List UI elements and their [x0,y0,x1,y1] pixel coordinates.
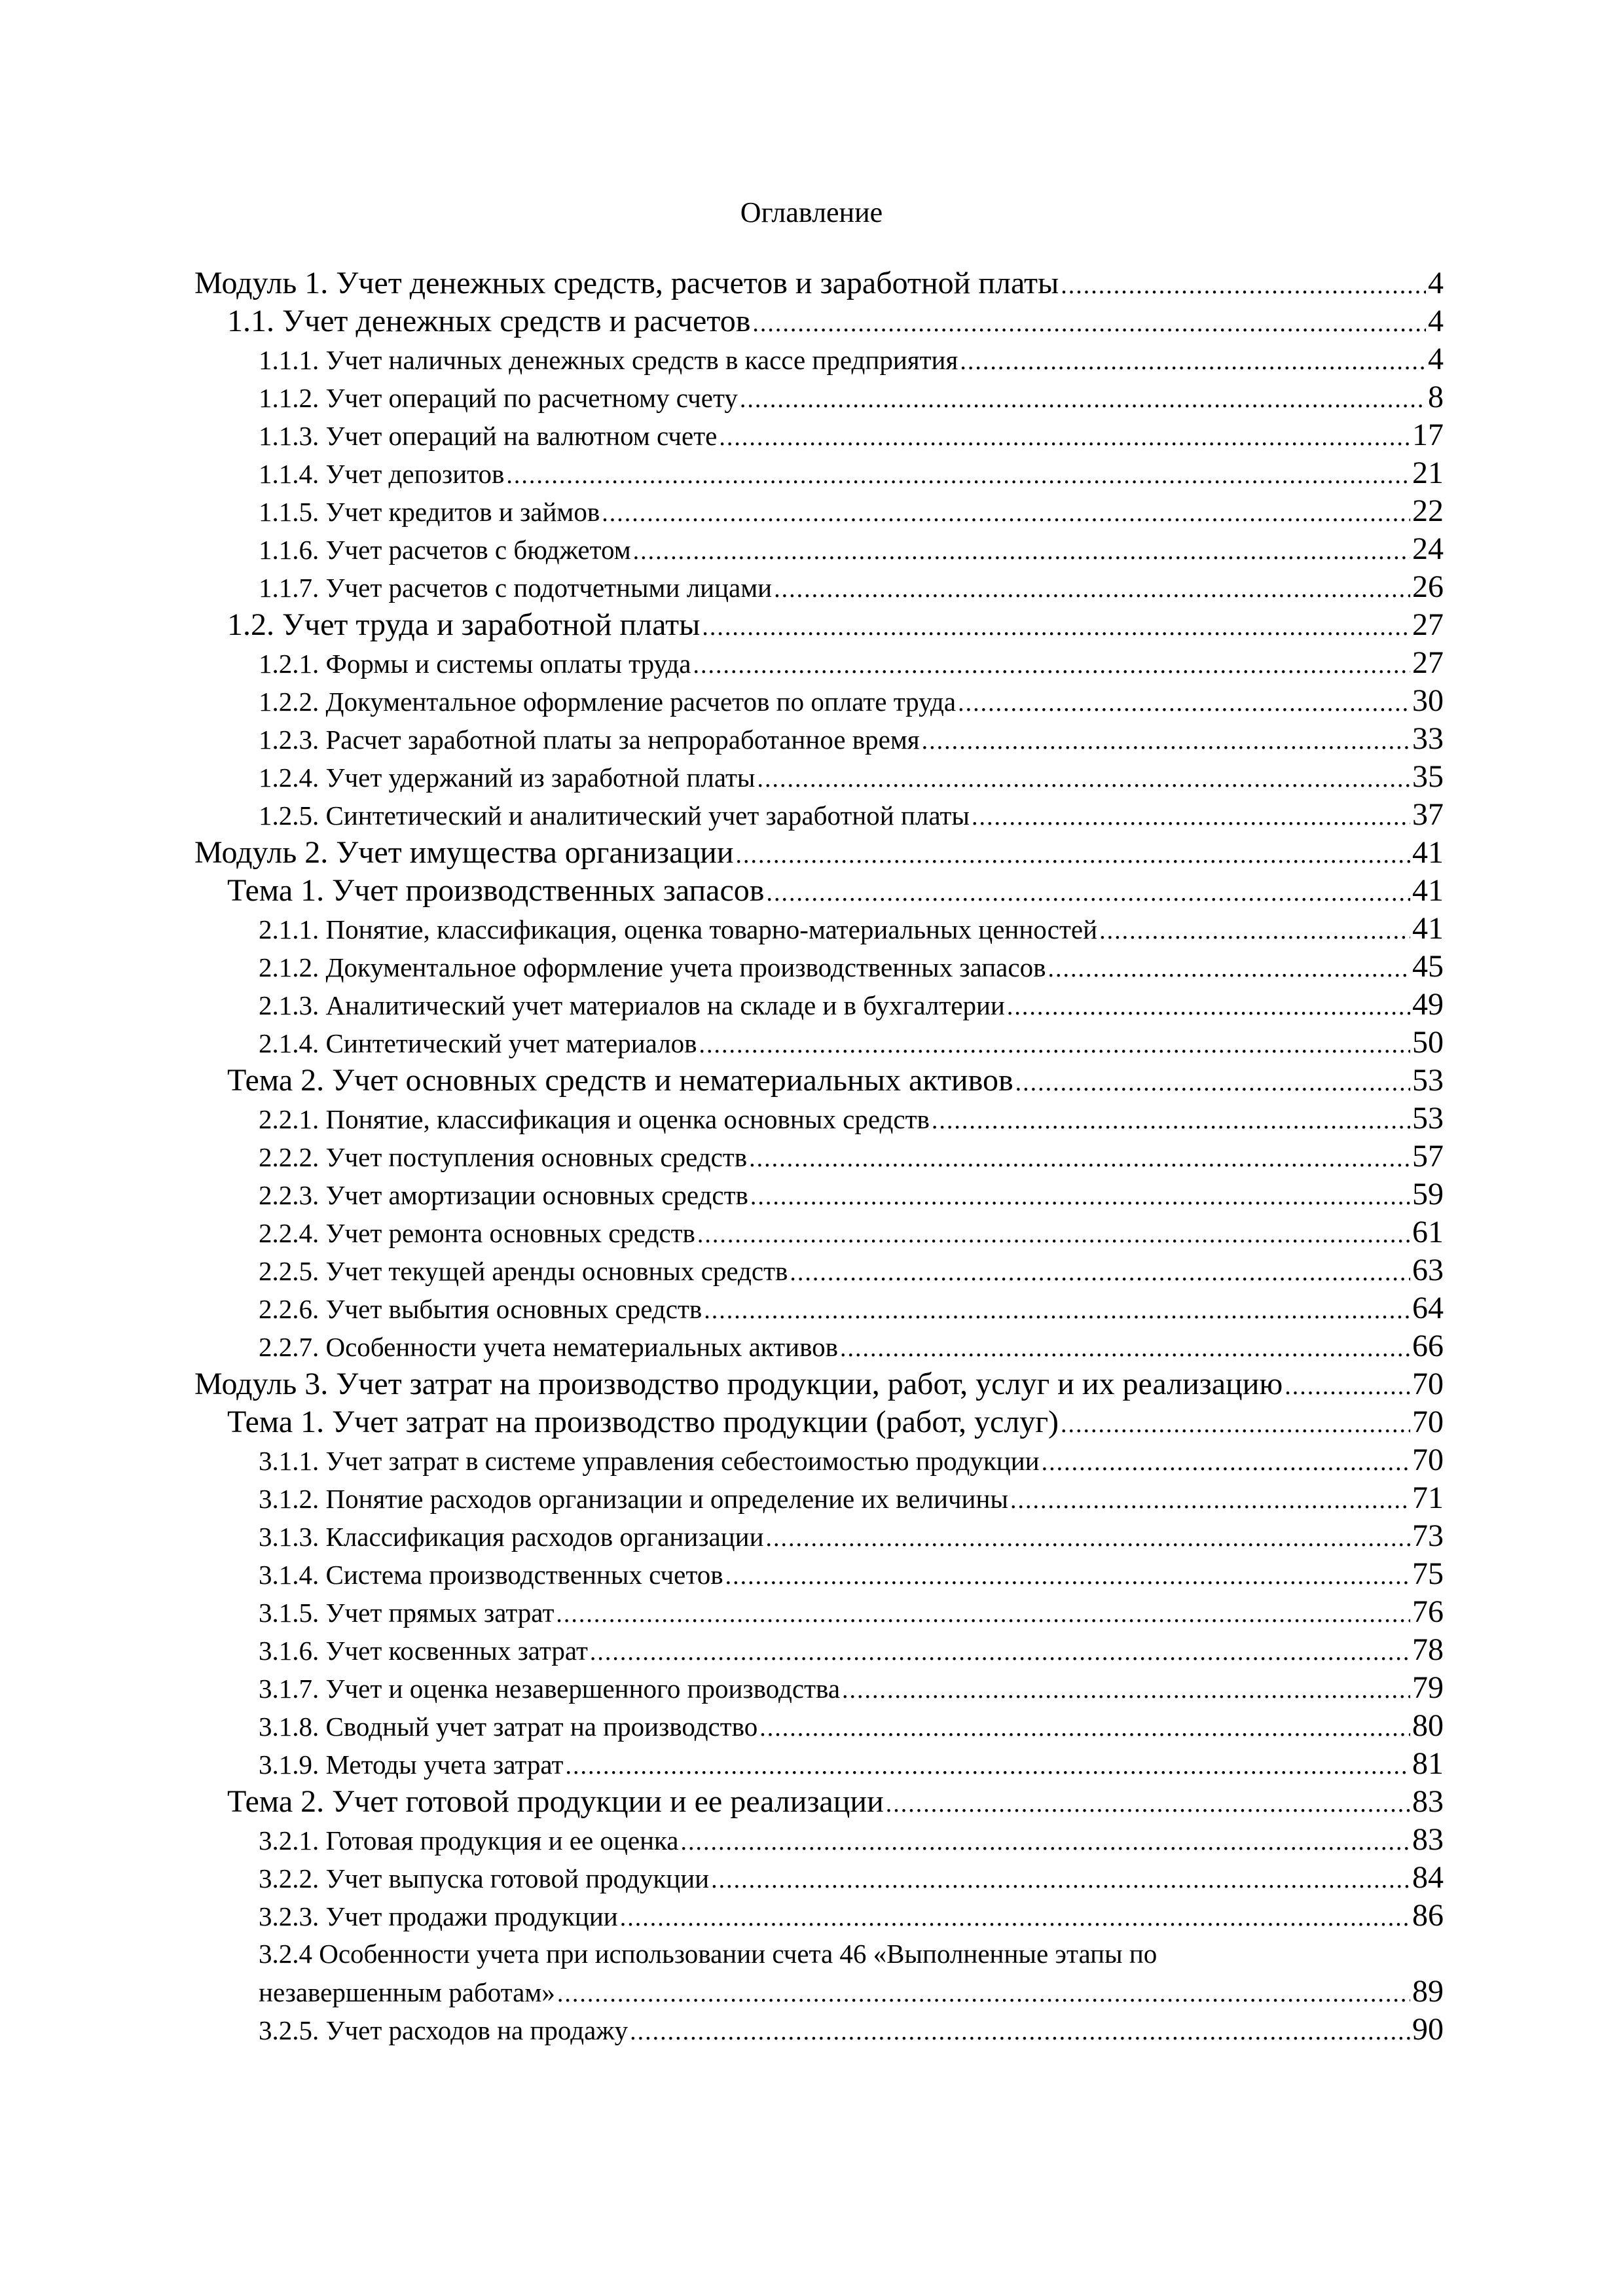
toc-entry-label: 2.2.2. Учет поступления основных средств [259,1142,748,1172]
toc-subsection-entry[interactable] [194,1669,1444,1707]
toc-subsection-entry[interactable] [194,530,1444,568]
dot-leader [774,570,1410,608]
toc-page-number: 63 [1412,1253,1444,1287]
toc-subsection-entry[interactable] [194,1289,1444,1327]
toc-entry-label: Тема 2. Учет готовой продукции и ее реализации [227,1784,884,1819]
toc-entry-label: Модуль 2. Учет имущества организации [194,835,734,870]
toc-entry-label: 1.1. Учет денежных средств и расчетов [227,304,751,338]
dot-leader [699,1026,1410,1064]
toc-entry-label: Модуль 1. Учет денежных средств, расчетов и заработной платы [194,266,1059,300]
toc-page-number: 84 [1412,1860,1444,1895]
toc-entry-label: 1.2.1. Формы и системы оплаты труда [259,649,691,679]
dot-leader [697,1215,1410,1253]
toc-page-number: 4 [1428,304,1444,338]
toc-subsection-entry[interactable] [194,758,1444,796]
toc-page-number: 37 [1412,797,1444,832]
toc-subsection-entry[interactable] [194,1175,1444,1213]
toc-subsection-entry[interactable] [194,986,1444,1024]
dot-leader [749,1139,1410,1177]
toc-entry-label: 2.2.1. Понятие, классификация и оценка основных средств [259,1104,930,1134]
toc-entry-label: 2.2.4. Учет ремонта основных средств [259,1218,695,1248]
dot-leader [719,418,1410,456]
toc-page-number: 41 [1412,911,1444,946]
dot-leader [590,1633,1410,1671]
dot-leader [740,380,1426,418]
dot-leader [556,1595,1410,1633]
toc-subsection-entry[interactable] [194,1138,1444,1175]
toc-page-number: 71 [1412,1480,1444,1515]
toc-subsection-entry[interactable] [194,1213,1444,1251]
toc-page-number: 21 [1412,456,1444,490]
toc-subsection-entry[interactable] [194,910,1444,948]
toc-page-number: 27 [1412,607,1444,642]
dot-leader [1042,1443,1410,1481]
dot-leader [693,646,1410,684]
toc-subsection-entry[interactable] [194,1517,1444,1555]
toc-entry-label: 3.1.3. Классификация расходов организации [259,1522,764,1552]
toc-page-number: 26 [1412,569,1444,604]
toc-subsection-entry[interactable] [194,1593,1444,1631]
toc-subsection-entry[interactable] [194,1327,1444,1365]
toc-subsection-entry[interactable] [194,454,1444,492]
toc-subsection-entry[interactable] [194,682,1444,720]
toc-page-number: 66 [1412,1329,1444,1363]
toc-section-entry[interactable] [194,1403,1444,1441]
toc-subsection-entry[interactable] [194,378,1444,416]
toc-entry-label: 1.1.2. Учет операций по расчетному счету [259,383,738,413]
toc-section-entry[interactable] [194,1062,1444,1100]
toc-page-number: 90 [1412,2012,1444,2047]
dot-leader [602,494,1410,532]
toc-page-number: 22 [1412,493,1444,528]
toc-entry-label: 1.2.3. Расчет заработной платы за непроработанное время [259,725,920,755]
toc-page-number: 24 [1412,531,1444,566]
dot-leader [711,1861,1410,1899]
toc-entry-label: 1.1.7. Учет расчетов с подотчетными лицами [259,573,773,603]
toc-module-entry[interactable] [194,264,1444,302]
toc-page-number: 33 [1412,721,1444,756]
toc-entry-label: 1.1.3. Учет операций на валютном счете [259,421,718,451]
toc-entry-label: 3.1.5. Учет прямых затрат [259,1598,555,1628]
toc-subsection-entry[interactable] [194,1859,1444,1897]
toc-entry-label: 2.2.3. Учет амортизации основных средств [259,1180,748,1210]
dot-leader [1007,988,1410,1026]
toc-entry-label: 3.2.2. Учет выпуска готовой продукции [259,1863,710,1893]
dot-leader [932,1102,1410,1139]
dot-leader [736,836,1411,874]
dot-leader [620,1899,1410,1937]
toc-heading: Оглавление [740,196,883,228]
dot-leader [759,1709,1410,1747]
toc-page-number: 78 [1412,1632,1444,1667]
dot-leader [557,1975,1410,2013]
toc-subsection-entry[interactable] [194,1555,1444,1593]
toc-entry-label: 3.1.8. Сводный учет затрат на производство [259,1712,758,1742]
toc-module-entry[interactable] [194,834,1444,872]
dot-leader [757,760,1410,798]
toc-page-number: 75 [1412,1556,1444,1591]
toc-entry-label: 1.1.5. Учет кредитов и займов [259,497,600,527]
toc-subsection-entry[interactable] [194,1251,1444,1289]
toc-entry-label: 1.2.2. Документальное оформление расчетов по оплате труда [259,687,957,717]
dot-leader [1061,1405,1410,1443]
toc-subsection-entry[interactable] [194,1897,1444,1935]
toc-page-number: 4 [1428,266,1444,300]
dot-leader [1099,912,1410,950]
dot-leader [565,1747,1410,1785]
dot-leader [1010,1481,1410,1519]
dot-leader [1285,1367,1410,1405]
toc-page-number: 73 [1412,1518,1444,1553]
toc-page-number: 50 [1412,1025,1444,1060]
toc-page-number: 41 [1412,873,1444,908]
toc-subsection-entry[interactable] [194,1100,1444,1138]
toc-subsection-entry[interactable] [194,1479,1444,1517]
toc-entry-label: 3.2.1. Готовая продукция и ее оценка [259,1825,679,1856]
toc-page-number: 83 [1412,1822,1444,1857]
toc-entry-label: 2.2.5. Учет текущей аренды основных средств [259,1256,788,1286]
toc-page-number: 64 [1412,1291,1444,1325]
toc-section-entry[interactable] [194,606,1444,644]
dot-leader [960,342,1426,380]
toc-entry-label: 3.2.5. Учет расходов на продажу [259,2015,629,2045]
toc-entry-label: 1.1.6. Учет расчетов с бюджетом [259,535,631,565]
toc-page-number: 41 [1412,835,1444,870]
toc-page-number: 59 [1412,1177,1444,1211]
dot-leader [790,1253,1410,1291]
toc-subsection-entry[interactable] [194,644,1444,682]
dot-leader [725,1557,1410,1595]
toc-section-entry[interactable] [194,872,1444,910]
toc-entry-label: 2.1.4. Синтетический учет материалов [259,1028,697,1058]
toc-entry-label: 2.1.3. Аналитический учет материалов на складе и в бухгалтерии [259,990,1005,1020]
dot-leader [766,1519,1410,1557]
toc-entry-label: 1.2. Учет труда и заработной платы [227,607,701,642]
toc-page-number: 70 [1412,1405,1444,1439]
toc-subsection-entry[interactable] [194,1441,1444,1479]
toc-entry-label: 1.1.4. Учет депозитов [259,459,505,489]
toc-entry-label: 3.1.9. Методы учета затрат [259,1749,564,1780]
toc-entry-label: 1.2.5. Синтетический и аналитический учет заработной платы [259,800,970,831]
dot-leader [886,1785,1410,1823]
toc-subsection-entry[interactable] [194,1973,1444,2011]
dot-leader [630,2013,1410,2051]
toc-entry-label: 1.1.1. Учет наличных денежных средств в кассе предприятия [259,345,958,375]
toc-page-number: 79 [1412,1670,1444,1705]
dot-leader [506,456,1410,494]
toc-page-number: 4 [1428,342,1444,376]
toc-subsection-entry[interactable] [194,416,1444,454]
toc-entry-label: 2.2.6. Учет выбытия основных средств [259,1294,702,1324]
toc-page-number: 89 [1412,1974,1444,2009]
toc-subsection-entry[interactable] [194,948,1444,986]
toc-page-number: 49 [1412,987,1444,1022]
toc-subsection-entry[interactable] [194,1024,1444,1062]
toc-subsection-entry[interactable] [194,2011,1444,2049]
toc-page-number: 83 [1412,1784,1444,1819]
toc-subsection-entry[interactable] [194,796,1444,834]
toc-subsection-entry[interactable] [194,1631,1444,1669]
dot-leader [704,1291,1410,1329]
dot-leader [958,684,1410,722]
toc-page-number: 30 [1412,683,1444,718]
toc-subsection-entry[interactable] [194,1707,1444,1745]
toc-page-number: 45 [1412,949,1444,984]
toc-module-entry[interactable] [194,1365,1444,1403]
toc-subsection-entry[interactable] [194,720,1444,758]
toc-entry-label: 2.2.7. Особенности учета нематериальных активов [259,1332,839,1362]
toc-page-number: 61 [1412,1215,1444,1249]
dot-leader [922,722,1410,760]
dot-leader [972,798,1410,836]
toc-entry-label: 3.2.3. Учет продажи продукции [259,1901,618,1931]
toc-entry-label: 1.2.4. Учет удержаний из заработной платы [259,762,756,793]
toc-entry-label: 3.1.7. Учет и оценка незавершенного производства [259,1674,841,1704]
toc-entry-label: незавершенным работам» [259,1977,555,2007]
dot-leader [766,874,1410,912]
dot-leader [750,1177,1410,1215]
toc-section-entry[interactable] [194,302,1444,340]
toc-page-number: 27 [1412,645,1444,680]
toc-section-entry[interactable] [194,1783,1444,1821]
toc-subsection-entry[interactable] [194,1745,1444,1783]
dot-leader [633,532,1410,570]
dot-leader [1015,1064,1410,1102]
toc-entry-label: 3.1.1. Учет затрат в системе управления себестоимостью продукции [259,1446,1040,1476]
dot-leader [1048,950,1410,988]
dot-leader [842,1671,1410,1709]
toc-entry-label: 2.1.1. Понятие, классификация, оценка товарно-материальных ценностей [259,914,1098,944]
toc-entry-label: 3.1.2. Понятие расходов организации и определение их величины [259,1484,1008,1514]
toc-page-number: 8 [1428,380,1444,414]
toc-entry-label: 3.1.6. Учет косвенных затрат [259,1636,588,1666]
toc-page-number: 17 [1412,418,1444,452]
dot-leader [840,1329,1410,1367]
toc-page-number: 80 [1412,1708,1444,1743]
toc-page-number: 57 [1412,1139,1444,1174]
toc-entry-label: Тема 2. Учет основных средств и нематериальных активов [227,1063,1013,1098]
toc-page-number: 70 [1412,1367,1444,1401]
toc-entry-label: 3.2.4 Особенности учета при использовании счета 46 «Выполненные этапы по [259,1939,1158,1969]
dot-leader [702,608,1410,646]
toc-page-number: 81 [1412,1746,1444,1781]
toc-entry-label: Модуль 3. Учет затрат на производство продукции, работ, услуг и их реализацию [194,1367,1283,1401]
toc-page-number: 70 [1412,1443,1444,1477]
dot-leader [681,1823,1410,1861]
toc-subsection-entry[interactable] [194,340,1444,378]
toc-subsection-entry[interactable] [194,568,1444,606]
toc-entry-label: Тема 1. Учет затрат на производство продукции (работ, услуг) [227,1405,1059,1439]
toc-entry-label: 3.1.4. Система производственных счетов [259,1560,723,1590]
toc-page-number: 53 [1412,1063,1444,1098]
dot-leader [1061,266,1426,304]
toc-page-number: 35 [1412,759,1444,794]
dot-leader [752,304,1426,342]
toc-subsection-entry[interactable] [194,492,1444,530]
toc-page-number: 53 [1412,1101,1444,1136]
toc-page-number: 76 [1412,1594,1444,1629]
toc-page-number: 86 [1412,1898,1444,1933]
toc-entry-label: 2.1.2. Документальное оформление учета производственных запасов [259,952,1046,982]
toc-subsection-entry[interactable] [194,1821,1444,1859]
toc-entry-label: Тема 1. Учет производственных запасов [227,873,765,908]
table-of-contents [194,264,1444,2049]
